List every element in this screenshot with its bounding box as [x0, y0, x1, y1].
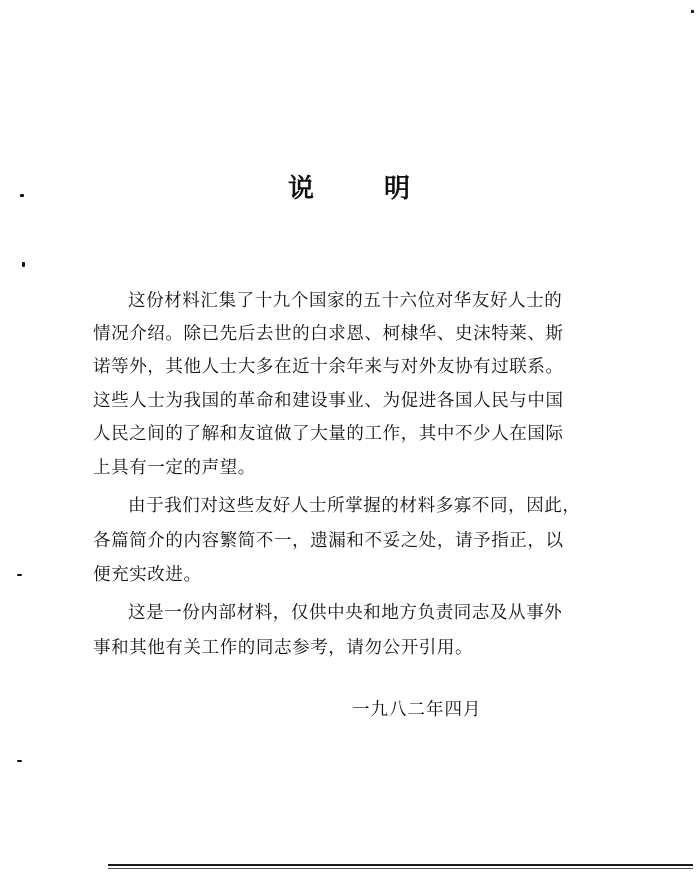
- paragraph-line: 各篇简介的内容繁简不一，遗漏和不妥之处，请予指正，以: [93, 531, 564, 551]
- title-char: 明: [384, 174, 413, 204]
- scan-speck: [691, 10, 694, 13]
- paragraph-line: 情况介绍。除已先后去世的白求恩、柯棣华、史沫特莱、斯: [93, 324, 564, 344]
- paragraph-line: 诺等外，其他人士大多在近十余年来与对外友协有过联系。: [93, 357, 564, 377]
- bottom-rule-shadow: [108, 868, 693, 869]
- paragraph-line: 人民之间的了解和友谊做了大量的工作，其中不少人在国际: [93, 424, 564, 444]
- scan-mark: [17, 574, 22, 576]
- paragraph-line: 上具有一定的声望。: [93, 458, 256, 478]
- page-title: [0, 168, 700, 205]
- bottom-rule: [108, 864, 693, 866]
- paragraph-line: 这份材料汇集了十九个国家的五十六位对华友好人士的: [128, 291, 563, 311]
- scan-mark: [17, 760, 22, 762]
- paragraph-line: 事和其他有关工作的同志参考，请勿公开引用。: [93, 638, 474, 658]
- paragraph-line: 这是一份内部材料，仅供中央和地方负责同志及从事外: [128, 603, 563, 623]
- paragraph-line: 由于我们对这些友好人士所掌握的材料多寡不同，因此，: [128, 496, 581, 516]
- document-date: 一九八二年四月: [352, 700, 482, 720]
- paragraph-line: 便充实改进。: [93, 565, 202, 585]
- paragraph-line: 这些人士为我国的革命和建设事业、为促进各国人民与中国: [93, 391, 564, 411]
- title-char: 说: [287, 174, 316, 204]
- scan-mark: [22, 262, 25, 267]
